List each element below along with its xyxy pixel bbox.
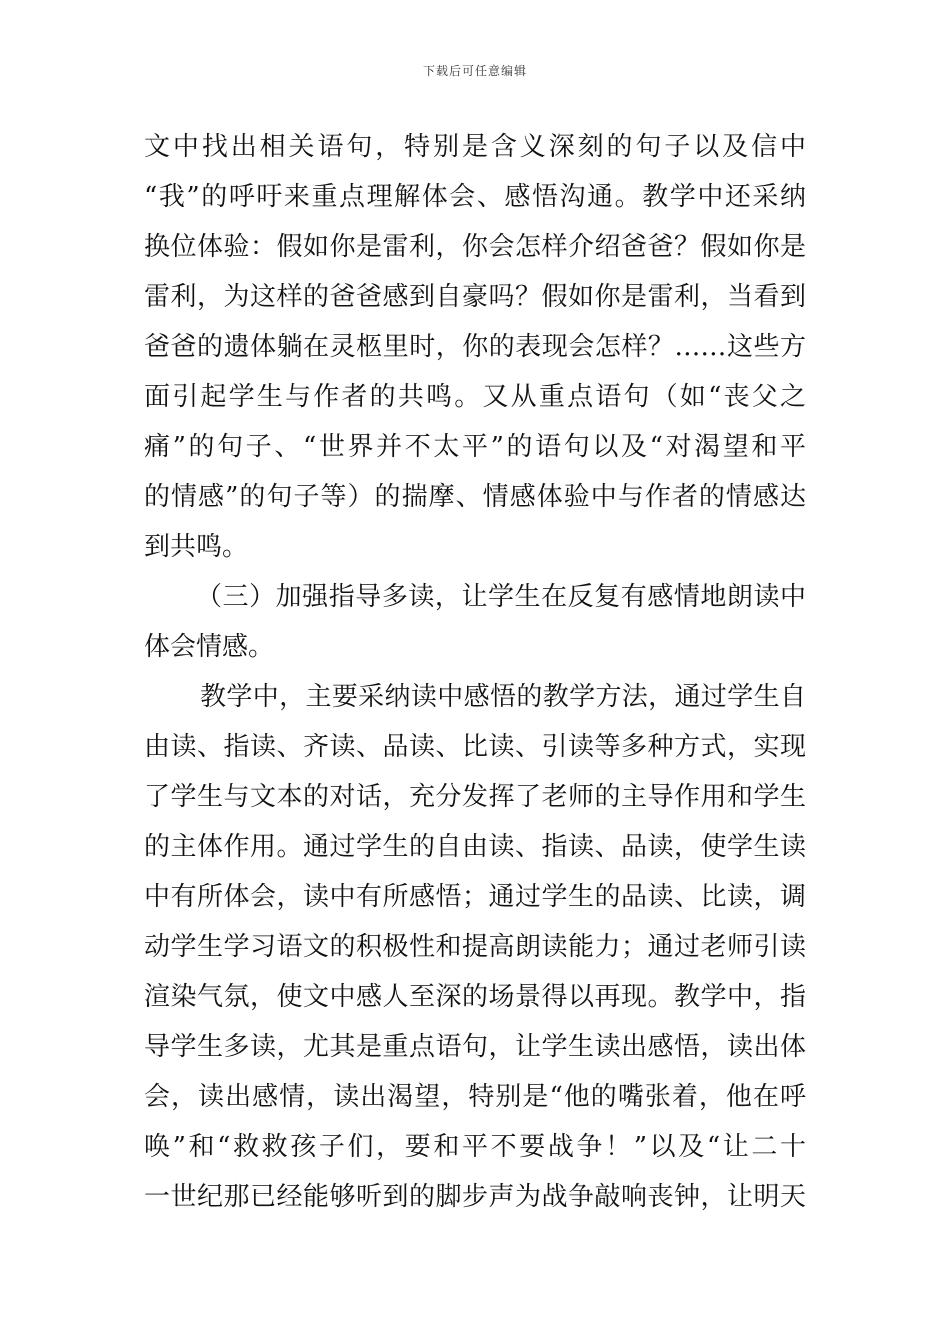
text-line: “我”的呼吁来重点理解体会、感悟沟通。教学中还采纳 [144, 182, 806, 212]
text-line: 面引起学生与作者的共鸣。又从重点语句（如“丧父之 [144, 382, 806, 412]
text-line: 由读、指读、齐读、品读、比读、引读等多种方式，实现 [144, 732, 806, 762]
text-line: 雷利，为这样的爸爸感到自豪吗？假如你是雷利，当看到 [144, 282, 806, 312]
text-line: 渲染气氛，使文中感人至深的场景得以再现。教学中，指 [144, 982, 806, 1012]
text-line: 到共鸣。 [144, 532, 249, 562]
page-header: 下载后可任意编辑 [422, 64, 527, 78]
section-heading-line: 体会情感。 [144, 632, 275, 662]
text-line: 了学生与文本的对话，充分发挥了老师的主导作用和学生 [144, 782, 806, 812]
text-line: 教学中，主要采纳读中感悟的教学方法，通过学生自 [200, 682, 806, 712]
text-line: 爸爸的遗体躺在灵柩里时，你的表现会怎样？……这些方 [144, 332, 806, 362]
text-line: 一世纪那已经能够听到的脚步声为战争敲响丧钟，让明天 [144, 1182, 806, 1212]
text-line: 痛”的句子、“世界并不太平”的语句以及“对渴望和平 [144, 432, 806, 462]
text-line: 换位体验：假如你是雷利，你会怎样介绍爸爸？假如你是 [144, 232, 806, 262]
text-line: 的主体作用。通过学生的自由读、指读、品读，使学生读 [144, 832, 806, 862]
text-line: 动学生学习语文的积极性和提高朗读能力；通过老师引读 [144, 932, 806, 962]
text-line: 的情感”的句子等）的揣摩、情感体验中与作者的情感达 [144, 482, 806, 512]
section-heading-line: （三）加强指导多读，让学生在反复有感情地朗读中 [196, 582, 806, 612]
document-body [144, 122, 806, 1222]
text-line: 中有所体会，读中有所感悟；通过学生的品读、比读，调 [144, 882, 806, 912]
text-line: 会，读出感情，读出渴望，特别是“他的嘴张着，他在呼 [144, 1082, 806, 1112]
text-line: 唤”和“救救孩子们，要和平不要战争！”以及“让二十 [144, 1132, 806, 1162]
text-line: 导学生多读，尤其是重点语句，让学生读出感悟，读出体 [144, 1032, 806, 1062]
text-line: 文中找出相关语句，特别是含义深刻的句子以及信中 [144, 132, 806, 162]
